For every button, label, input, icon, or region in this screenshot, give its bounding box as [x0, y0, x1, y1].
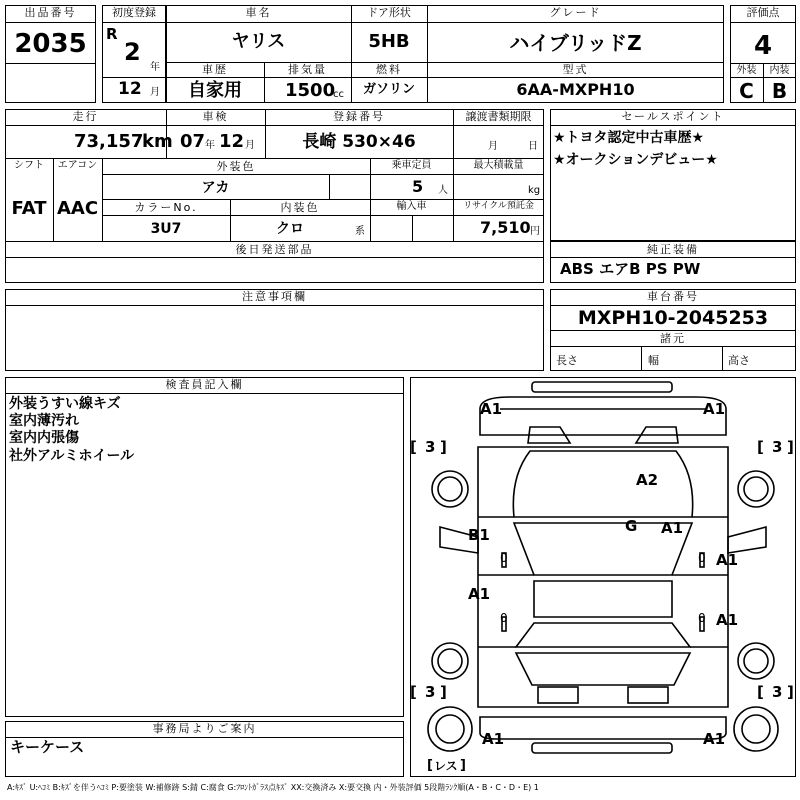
capacity-label: 乗車定員: [391, 160, 432, 171]
reg-year: 2: [124, 38, 141, 66]
score: 4: [753, 31, 773, 61]
chassis-label: 車台番号: [647, 290, 699, 303]
int-color: クロ: [276, 221, 304, 237]
era: R: [106, 25, 118, 43]
transfer-label: 譲渡書類期限: [465, 110, 532, 123]
int-color-unit: 系: [355, 226, 365, 237]
notes-label: 注意事項欄: [242, 290, 307, 303]
mark-left-front-door: B1: [468, 526, 490, 544]
inspector-line-2: 室内薄汚れ: [9, 413, 79, 429]
mark-windshield: G: [625, 517, 638, 535]
mark-front-right: A1: [703, 400, 726, 418]
mileage: 73,157: [74, 131, 144, 152]
ext-color: アカ: [201, 180, 230, 196]
plate-label: 登録番号: [333, 110, 385, 123]
office-value: キーケース: [10, 738, 85, 756]
grade: ハイブリッドZ: [509, 31, 642, 55]
inspector-label: 検査員記入欄: [165, 378, 244, 391]
zero-mark-3: 0: [698, 551, 706, 565]
spare-close: ]: [460, 758, 466, 773]
fuel: ガソリン: [362, 82, 415, 97]
sales-box: [550, 109, 796, 241]
reg-month-unit: 月: [150, 87, 160, 98]
first-reg-label: 初度登録: [112, 6, 156, 19]
insp-month-unit: 月: [245, 140, 255, 151]
mileage-unit: km: [142, 131, 173, 152]
tread-fl-close: ]: [440, 438, 447, 456]
color-no-label: カラーNo.: [134, 201, 198, 214]
equipment-label: 純正装備: [647, 243, 699, 256]
door-type: 5HB: [368, 31, 410, 52]
exterior-grade: C: [739, 79, 754, 103]
lot-number: 2035: [14, 29, 87, 59]
zero-mark-2: 0: [500, 611, 508, 625]
displacement-unit: cc: [333, 89, 344, 100]
reg-year-unit: 年: [150, 62, 160, 73]
mark-rear-left: A1: [482, 730, 505, 748]
mileage-label: 走行: [72, 110, 99, 123]
car-diagram: [410, 377, 796, 777]
recycle-label: リサイクル預託金: [463, 201, 534, 211]
capacity-unit: 人: [438, 185, 448, 196]
int-color-label: 内装色: [280, 201, 320, 214]
recycle-unit: 円: [530, 226, 540, 237]
mark-right-front-door: A1: [716, 551, 739, 569]
ac: AAC: [56, 198, 99, 219]
dims-label: 諸元: [660, 332, 686, 345]
zero-mark-1: 0: [500, 551, 508, 565]
transfer-day: 日: [528, 141, 538, 152]
tread-fr-close: ]: [787, 438, 794, 456]
tread-fr-open: [: [757, 438, 764, 456]
recycle: 7,510: [480, 218, 531, 237]
office-label: 事務局よりご案内: [152, 722, 257, 735]
spare-mark: レス: [434, 759, 458, 773]
insp-month: 12: [219, 131, 245, 152]
tread-fl-open: [: [410, 438, 417, 456]
width-label: 幅: [648, 354, 659, 367]
mark-left-rear-door: A1: [468, 585, 491, 603]
inspector-line-4: 社外アルミホイール: [9, 448, 135, 464]
sales-line-1: ★トヨタ認定中古車歴★: [553, 130, 705, 146]
ac-label: エアコン: [57, 160, 98, 171]
tread-fl: 3: [425, 438, 436, 456]
sales-line-2: ★オークションデビュー★: [553, 152, 718, 168]
mark-bonnet: A2: [636, 471, 659, 489]
score-label: 評価点: [746, 6, 780, 19]
mark-front-left: A1: [480, 400, 503, 418]
length-label: 長さ: [556, 354, 578, 367]
reg-month: 12: [118, 79, 142, 99]
zero-mark-4: 0: [698, 611, 706, 625]
mark-rear-right: A1: [703, 730, 726, 748]
tread-rr: 3: [772, 683, 783, 701]
tread-rl: 3: [425, 683, 436, 701]
later-parts-label: 後日発送部品: [235, 243, 314, 256]
lot-label: 出品番号: [24, 6, 77, 19]
ext-color-label: 外装色: [216, 160, 256, 173]
mark-front-pillar: A1: [661, 519, 684, 537]
mark-right-rear-door: A1: [716, 611, 739, 629]
model-label: 型式: [562, 63, 589, 76]
height-label: 高さ: [728, 354, 750, 367]
door-label: ドア形状: [367, 6, 411, 19]
color-no: 3U7: [150, 221, 182, 237]
tread-rl-open: [: [410, 683, 417, 701]
inspector-line-3: 室内内張傷: [9, 430, 79, 446]
legend: A:ｷｽﾞ U:ﾍｺﾐ B:ｷｽﾞを伴うﾍｺﾐ P:要塗装 W:補修跡 S:錆 C:腐食 G:ﾌﾛﾝﾄｶﾞﾗｽ点ｷｽﾞ XX:交換済み X:要交換 内・外装評価 5段階ﾗﾝｸ順(A・B・C・D・E) 1: [7, 783, 539, 792]
shift: FAT: [11, 198, 47, 219]
exterior-label: 外装: [736, 65, 757, 76]
history: 自家用: [188, 80, 242, 101]
load-label: 最大積載量: [473, 160, 524, 171]
model: 6AA-MXPH10: [516, 80, 635, 99]
tread-rr-close: ]: [787, 683, 794, 701]
insp-year: 07: [180, 131, 206, 152]
plate: 長崎 530×46: [302, 132, 416, 152]
tread-rl-close: ]: [440, 683, 447, 701]
grade-label: グレード: [549, 6, 602, 19]
chassis-number: MXPH10-2045253: [577, 307, 769, 329]
displacement: 1500: [285, 80, 336, 101]
shift-label: シフト: [14, 160, 44, 171]
history-label: 車歴: [202, 63, 228, 76]
interior-grade: B: [771, 79, 788, 103]
insp-year-unit: 年: [205, 140, 215, 151]
tread-rr-open: [: [757, 683, 764, 701]
transfer-month: 月: [488, 141, 498, 152]
tread-fr: 3: [772, 438, 783, 456]
capacity: 5: [412, 177, 424, 196]
interior-label: 内装: [769, 65, 790, 76]
displacement-label: 排気量: [288, 63, 327, 76]
load-unit: kg: [528, 185, 541, 196]
car-name-label: 車名: [245, 6, 272, 19]
inspector-line-1: 外装うすい線キズ: [9, 396, 121, 412]
fuel-label: 燃料: [376, 63, 402, 76]
car-name: ヤリス: [231, 31, 286, 52]
import-label: 輸入車: [396, 201, 427, 212]
equipment: ABS エアB PS PW: [560, 260, 701, 278]
spare-open: [: [427, 758, 433, 773]
inspection-label: 車検: [202, 110, 229, 123]
sales-label: セールスポイント: [621, 110, 725, 123]
